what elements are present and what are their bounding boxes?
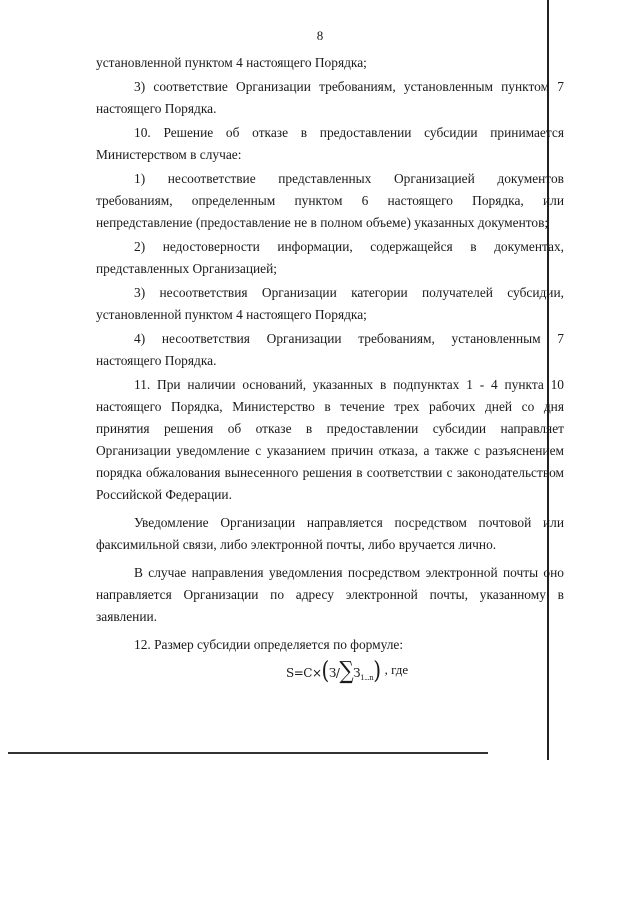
formula-paren-open: (	[321, 655, 329, 685]
paragraph: 1) несоответствие представленных Организацией документов требованиям, определенным пунктом 6 настоящего Порядка, или непредставление (предоставление не в полном объеме) указанных документов;	[96, 171, 564, 230]
formula-sum-term: З	[353, 666, 361, 680]
paragraph: 3) несоответствия Организации категории получателей субсидии, установленной пунктом 4 настоящего Порядка;	[96, 285, 564, 322]
paragraph: 4) несоответствия Организации требованиям, установленным 7 настоящего Порядка.	[96, 331, 564, 368]
formula-sum-symbol: ∑	[339, 655, 354, 685]
formula-sum-subscript: 1...n	[360, 674, 374, 682]
paragraph: 12. Размер субсидии определяется по формуле:	[134, 637, 404, 652]
paragraph: 3) соответствие Организации требованиям, установленным пунктом 7 настоящего Порядка.	[96, 79, 564, 116]
formula-left: S=C×	[286, 666, 322, 680]
formula-expression	[286, 655, 381, 685]
bottom-rule	[8, 752, 488, 754]
page-number: 8	[316, 28, 324, 43]
paragraph: Уведомление Организации направляется посредством почтовой или факсимильной связи, либо электронной почты, либо вручается лично.	[96, 515, 564, 552]
subsidy-formula	[286, 655, 409, 685]
body-text	[96, 52, 564, 658]
paragraph: 10. Решение об отказе в предоставлении субсидии принимается Министерством в случае:	[96, 125, 564, 162]
formula-suffix: , где	[384, 662, 409, 677]
paragraph: 11. При наличии оснований, указанных в подпунктах 1 - 4 пункта 10 настоящего Порядка, Министерство в течение трех рабочих дней со дня принятия решения об отказе в предоставлении субсидии направляет Организации уведомление с указанием причин отказа, а также с разъяснением порядка обжалования вынесенного решения в соответствии с законодательством Российской Федерации.	[96, 377, 564, 502]
paragraph: 2) недостоверности информации, содержащейся в документах, представленных Организацией;	[96, 239, 564, 276]
paragraph: В случае направления уведомления посредством электронной почты оно направляется Организации по адресу электронной почты, указанному в заявлении.	[96, 565, 564, 624]
formula-slash: /	[335, 666, 340, 680]
formula-paren-close: )	[373, 655, 381, 685]
paragraph: установленной пунктом 4 настоящего Порядка;	[96, 55, 367, 70]
formula-numerator: З	[328, 666, 336, 680]
